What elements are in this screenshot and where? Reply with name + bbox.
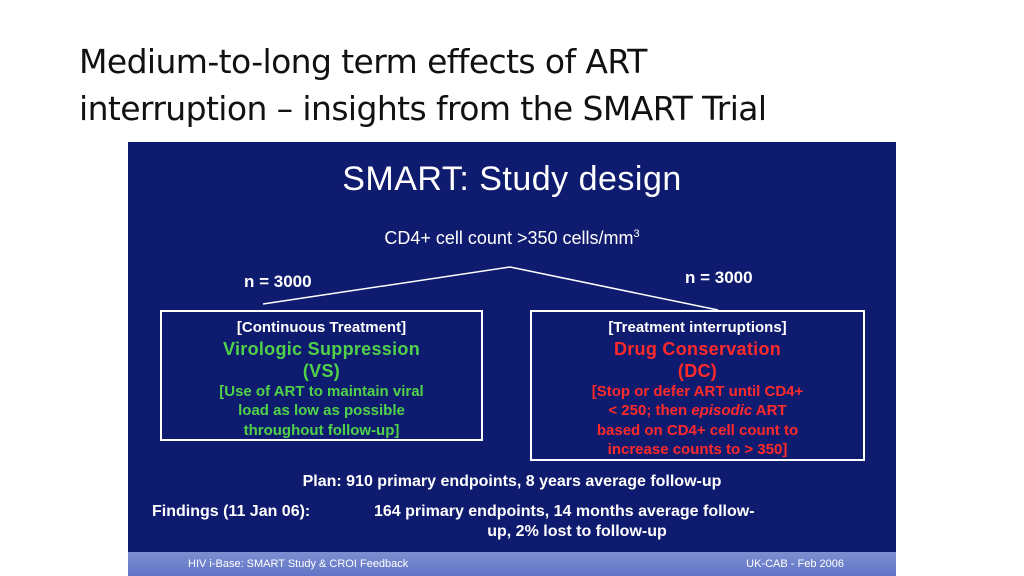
arm-box-interruption <box>530 310 865 461</box>
findings-text <box>152 502 892 542</box>
findings-line-2: up, 2% lost to follow-up <box>487 523 667 540</box>
n-label-right: n = 3000 <box>685 268 753 287</box>
arm-description-line: [Stop or defer ART until CD4+ <box>591 382 804 400</box>
arm-name: Drug Conservation <box>613 338 782 359</box>
arm-abbreviation: (VS) <box>302 360 341 381</box>
figure-title: SMART: Study design <box>342 160 682 198</box>
slide-title-line-2: interruption – insights from the SMART Trial <box>79 89 767 128</box>
slide-title <box>79 38 979 132</box>
desc-emphasis: episodic <box>691 402 753 419</box>
arm-abbreviation: (DC) <box>677 360 718 381</box>
arm-box-continuous <box>160 310 483 441</box>
arm-header: [Continuous Treatment] <box>236 319 407 336</box>
figure-footer <box>128 552 896 576</box>
plan-text: Plan: 910 primary endpoints, 8 years average follow-up <box>302 473 722 490</box>
study-design-figure <box>128 142 896 576</box>
arm-description-line: increase counts to > 350] <box>607 441 788 458</box>
findings-line-1: 164 primary endpoints, 14 months average follow- <box>374 503 755 520</box>
n-label-left: n = 3000 <box>244 272 312 291</box>
criteria-superscript: 3 <box>633 228 640 240</box>
arm-name: Virologic Suppression <box>222 338 420 359</box>
arm-description-line: based on CD4+ cell count to <box>596 421 799 439</box>
desc-text: ART <box>752 402 787 419</box>
footer-source: HIV i-Base: SMART Study & CROI Feedback <box>188 558 409 570</box>
arm-description-line: [Use of ART to maintain viral <box>219 382 424 400</box>
findings-label: Findings (11 Jan 06): <box>152 503 311 520</box>
arm-description-line: throughout follow-up] <box>243 421 400 439</box>
arm-header: [Treatment interruptions] <box>608 319 787 336</box>
criteria-text: CD4+ cell count >350 cells/mm <box>384 228 634 248</box>
arm-description-line <box>532 401 863 421</box>
slide-title-line-1: Medium-to-long term effects of ART <box>79 42 647 81</box>
desc-text: < 250; then <box>608 402 692 419</box>
arm-description-line: load as low as possible <box>238 402 405 419</box>
footer-date: UK-CAB - Feb 2006 <box>746 558 844 570</box>
